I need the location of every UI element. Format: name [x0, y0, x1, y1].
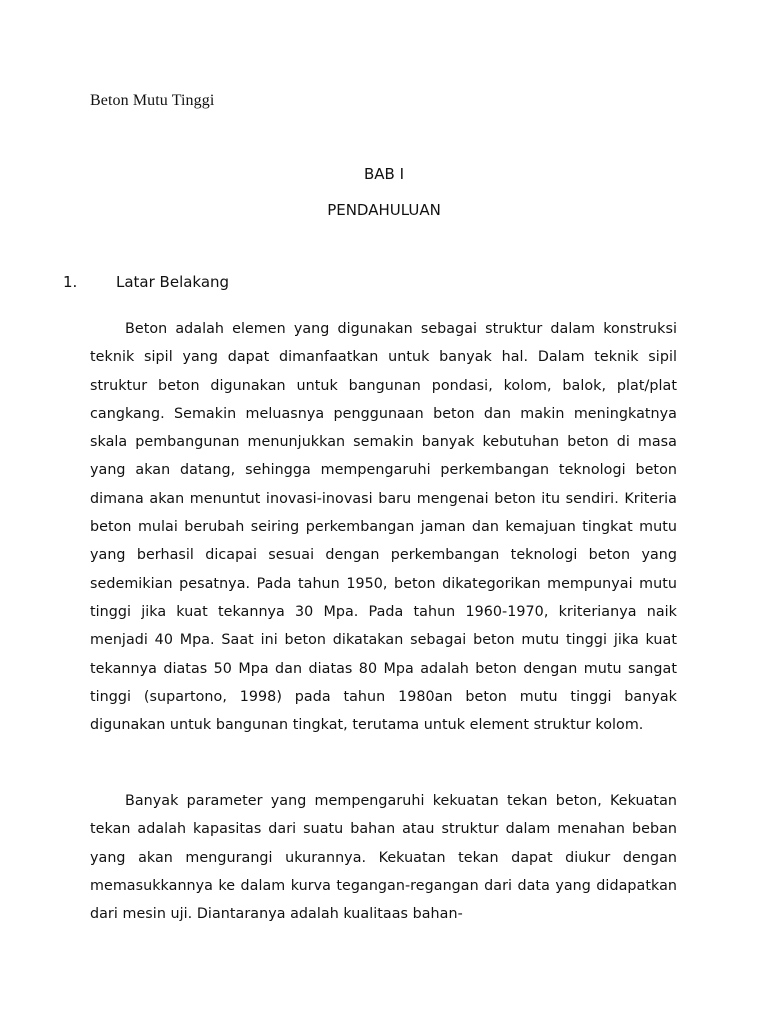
section-number: 1. — [63, 273, 78, 291]
body-paragraph: Beton adalah elemen yang digunakan sebagai struktur dalam konstruksi teknik sipil yang dapat dimanfaatkan untuk banyak hal. Dalam teknik sipil struktur beton digunakan untuk bangunan pondasi, kolom, balok, plat/plat cangkang. Semakin meluasnya penggunaan beton dan makin meningkatnya skala pembangunan menunjukkan semakin banyak kebutuhan beton di masa yang akan datang, sehingga mempengaruhi perkembangan teknologi beton dimana akan menuntut inovasi-inovasi baru mengenai beton itu sendiri. Kriteria beton mulai berubah seiring perkembangan jaman dan kemajuan tingkat mutu yang berhasil dicapai sesuai dengan perkembangan teknologi beton yang sedemikian pesatnya. Pada tahun 1950, beton dikategorikan mempunyai mutu tinggi jika kuat tekannya 30 Mpa. Pada tahun 1960-1970, kriterianya naik menjadi 40 Mpa. Saat ini beton dikatakan sebagai beton mutu tinggi jika kuat tekannya diatas 50 Mpa dan diatas 80 Mpa adalah beton dengan mutu sangat tinggi (supartono, 1998) pada tahun 1980an beton mutu tinggi banyak digunakan untuk bangunan tingkat, terutama untuk element struktur kolom. — [90, 321, 677, 734]
section-title: Latar Belakang — [116, 273, 230, 291]
document-header-title: Beton Mutu Tinggi — [90, 92, 215, 109]
body-paragraph: Banyak parameter yang mempengaruhi kekuatan tekan beton, Kekuatan tekan adalah kapasitas dari suatu bahan atau struktur dalam menahan beban yang akan mengurangi ukurannya. Kekuatan tekan dapat diukur dengan memasukkannya ke dalam kurva tegangan-regangan dari data yang didapatkan dari mesin uji. Diantaranya adalah kualitaas bahan- — [90, 793, 677, 923]
chapter-title: PENDAHULUAN — [327, 201, 441, 219]
chapter-number: BAB I — [363, 165, 405, 183]
